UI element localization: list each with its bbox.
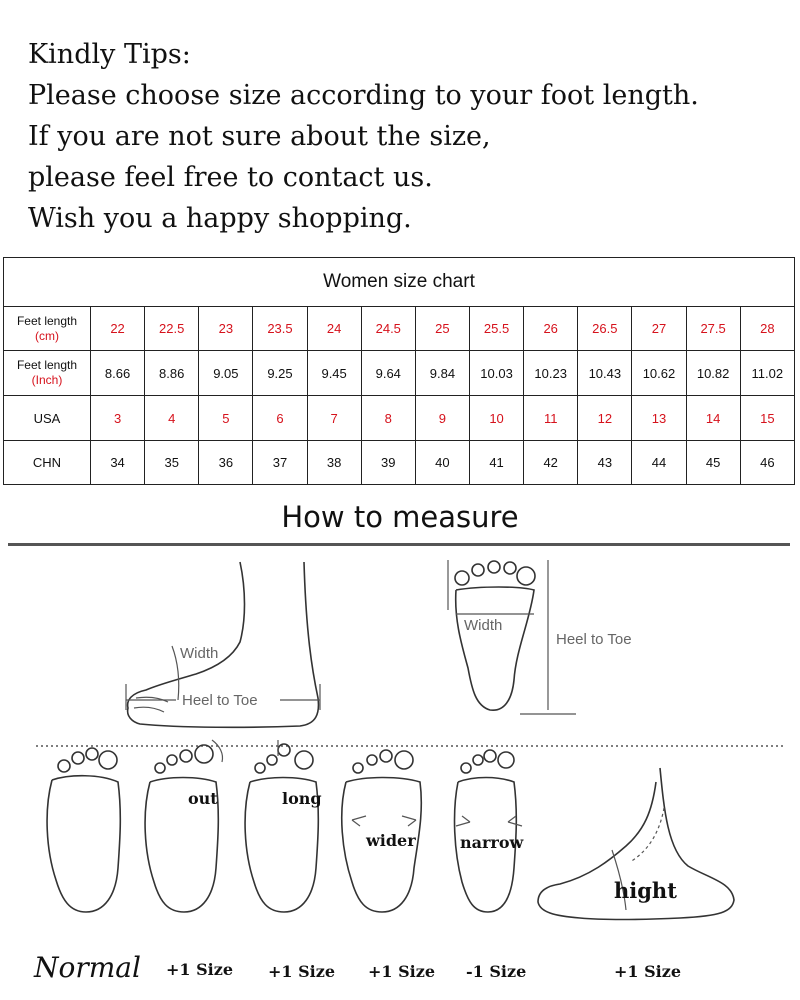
foot-type-narrow-size: -1 Size [466, 962, 527, 981]
cell: 13 [632, 396, 686, 441]
toe [155, 763, 165, 773]
cell: 25 [415, 307, 469, 351]
foot-type-wider [342, 750, 435, 981]
big-toe [498, 752, 514, 768]
top-foot-outline [456, 587, 534, 710]
toe [455, 571, 469, 585]
toe [484, 750, 496, 762]
cell: 23.5 [253, 307, 307, 351]
cell: 14 [686, 396, 740, 441]
foot-type-out-label: out [188, 789, 218, 808]
cell: 37 [253, 441, 307, 485]
foot-type-narrow-label: narrow [460, 833, 524, 852]
toe [488, 561, 500, 573]
foot-type-out-size: +1 Size [166, 960, 234, 979]
toe [58, 760, 70, 772]
toe [72, 752, 84, 764]
cell: 36 [199, 441, 253, 485]
cell: 26 [524, 307, 578, 351]
size-chart-table [3, 257, 795, 485]
cell: 8.66 [91, 351, 145, 396]
cell: 11 [524, 396, 578, 441]
toe [86, 748, 98, 760]
cell: 9 [415, 396, 469, 441]
cell: 38 [307, 441, 361, 485]
cell: 3 [91, 396, 145, 441]
big-toe [395, 751, 413, 769]
cell: 42 [524, 441, 578, 485]
row-usa [4, 396, 795, 441]
row-feet-inch [4, 351, 795, 396]
cell: 11.02 [740, 351, 794, 396]
tips-line-4: Wish you a happy shopping. [28, 203, 412, 234]
foot-type-hight [538, 768, 734, 981]
cell: 9.84 [415, 351, 469, 396]
cell: 40 [415, 441, 469, 485]
cell: 23 [199, 307, 253, 351]
big-toe [99, 751, 117, 769]
tips-heading: Kindly Tips: [28, 39, 191, 70]
foot-type-normal [33, 748, 141, 984]
toe [267, 755, 277, 765]
row-header-feet-cm [4, 307, 91, 351]
cell: 25.5 [469, 307, 523, 351]
cell: 44 [632, 441, 686, 485]
top-heel-label: Heel to Toe [556, 631, 632, 648]
cell: 24 [307, 307, 361, 351]
foot-outline [47, 776, 120, 912]
cell: 27.5 [686, 307, 740, 351]
cell: 15 [740, 396, 794, 441]
tips-line-3: please feel free to contact us. [28, 162, 433, 193]
side-heel-label: Heel to Toe [182, 692, 258, 709]
feet-inch-unit: (Inch) [31, 373, 63, 387]
toe [353, 763, 363, 773]
toe [167, 755, 177, 765]
cell: 9.45 [307, 351, 361, 396]
toe [367, 755, 377, 765]
foot-type-long-size: +1 Size [268, 962, 336, 981]
foot-type-out [145, 740, 233, 979]
toe [472, 564, 484, 576]
side-width-label: Width [180, 645, 219, 662]
measure-illustration [0, 550, 800, 1000]
feet-cm-unit: (cm) [35, 328, 59, 343]
cell: 4 [145, 396, 199, 441]
row-chn [4, 441, 795, 485]
feet-inch-label: Feet length [16, 358, 78, 372]
top-view-foot-illustration [448, 560, 632, 714]
side-view-foot-illustration [126, 562, 320, 727]
big-toe [295, 751, 313, 769]
cell: 26.5 [578, 307, 632, 351]
cell: 46 [740, 441, 794, 485]
cell: 43 [578, 441, 632, 485]
cell: 5 [199, 396, 253, 441]
foot-type-long [245, 740, 335, 981]
top-width-label: Width [464, 617, 503, 634]
cell: 28 [740, 307, 794, 351]
cell: 22.5 [145, 307, 199, 351]
size-chart-title: Women size chart [4, 258, 795, 307]
cell: 10.62 [632, 351, 686, 396]
cell: 24.5 [361, 307, 415, 351]
out-arrow [212, 740, 223, 762]
row-header-chn: CHN [4, 441, 91, 485]
big-toe [195, 745, 213, 763]
cell: 10.82 [686, 351, 740, 396]
cell: 45 [686, 441, 740, 485]
toe [380, 750, 392, 762]
foot-type-narrow [455, 750, 527, 981]
how-to-measure-heading: How to measure [281, 500, 519, 534]
foot-type-wider-size: +1 Size [368, 962, 436, 981]
cell: 6 [253, 396, 307, 441]
cell: 22 [91, 307, 145, 351]
side-toe-line [134, 707, 164, 712]
toe [473, 755, 483, 765]
cell: 27 [632, 307, 686, 351]
cell: 39 [361, 441, 415, 485]
toe [461, 763, 471, 773]
cell: 41 [469, 441, 523, 485]
wider-arrow-right [402, 816, 416, 826]
cell: 10.23 [524, 351, 578, 396]
cell: 34 [91, 441, 145, 485]
toe [278, 744, 290, 756]
cell: 8.86 [145, 351, 199, 396]
cell: 9.64 [361, 351, 415, 396]
row-feet-cm [4, 307, 795, 351]
toe [504, 562, 516, 574]
cell: 9.25 [253, 351, 307, 396]
toe [180, 750, 192, 762]
wider-arrow-left [352, 816, 366, 826]
side-width-arc [172, 646, 179, 700]
narrow-arrow-right [508, 816, 522, 826]
cell: 10.03 [469, 351, 523, 396]
narrow-arrow-left [456, 816, 470, 826]
row-header-feet-inch [4, 351, 91, 396]
cell: 10.43 [578, 351, 632, 396]
cell: 10 [469, 396, 523, 441]
cell: 7 [307, 396, 361, 441]
heading-divider [8, 543, 790, 546]
foot-type-hight-label: hight [614, 878, 677, 903]
foot-type-hight-size: +1 Size [614, 962, 682, 981]
feet-cm-label: Feet length [16, 313, 78, 328]
tips-line-1: Please choose size according to your foot length. [28, 80, 699, 111]
cell: 35 [145, 441, 199, 485]
row-header-usa: USA [4, 396, 91, 441]
cell: 8 [361, 396, 415, 441]
tips-line-2: If you are not sure about the size, [28, 121, 491, 152]
foot-type-normal-size: Normal [34, 951, 141, 984]
foot-type-long-label: long [282, 789, 322, 808]
cell: 9.05 [199, 351, 253, 396]
foot-type-wider-label: wider [366, 831, 416, 850]
kindly-tips [28, 34, 699, 239]
cell: 12 [578, 396, 632, 441]
big-toe [517, 567, 535, 585]
toe [255, 763, 265, 773]
